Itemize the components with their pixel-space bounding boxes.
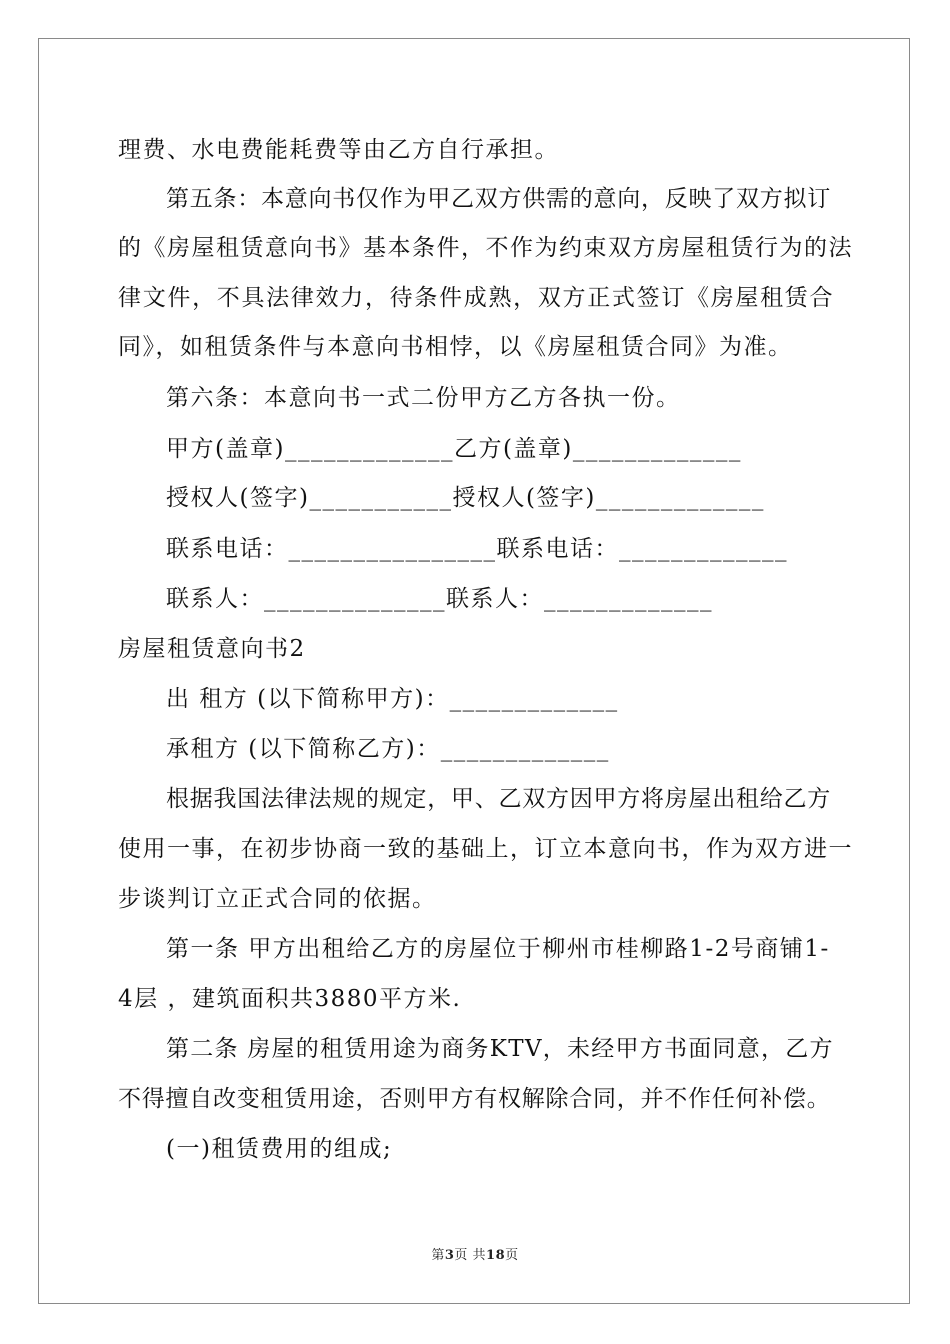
signature-seal-line: 甲方(盖章)_____________乙方(盖章)_____________ [166, 436, 742, 462]
signature-authorized-line: 授权人(签字)___________授权人(签字)_____________ [166, 485, 765, 511]
article-2-line: 第二条 房屋的租赁用途为商务KTV，未经甲方书面同意，乙方 [166, 1036, 834, 1062]
lessor-line: 出 租方 (以下简称甲方)：_____________ [166, 686, 619, 712]
signature-contact-line: 联系人：______________联系人：_____________ [166, 586, 713, 612]
page-footer [0, 1244, 950, 1263]
article-1-line: 第一条 甲方出租给乙方的房屋位于柳州市桂柳路1-2号商铺1- [166, 936, 830, 962]
preamble-line: 根据我国法律法规的规定，甲、乙双方因甲方将房屋出租给乙方 [166, 786, 831, 812]
signature-phone-line: 联系电话：________________联系电话：_____________ [166, 536, 788, 562]
paragraph-line: 理费、水电费能耗费等由乙方自行承担。 [118, 137, 559, 163]
paragraph-line: 的《房屋租赁意向书》基本条件，不作为约束双方房屋租赁行为的法 [118, 235, 853, 261]
paragraph-line: 步谈判订立正式合同的依据。 [118, 886, 437, 912]
lessee-line: 承租方 (以下简称乙方)：_____________ [166, 736, 610, 762]
footer-mid: 页 共 [454, 1248, 487, 1263]
page-border [38, 38, 910, 1304]
footer-total-pages: 18 [486, 1248, 506, 1263]
paragraph-line: 4层 ，建筑面积共3880平方米. [118, 986, 462, 1012]
footer-prefix: 第 [431, 1248, 445, 1263]
section-title: 房屋租赁意向书2 [118, 636, 306, 662]
footer-page-number: 3 [444, 1248, 455, 1263]
paragraph-line: 同》，如租赁条件与本意向书相悖，以《房屋租赁合同》为准。 [118, 334, 793, 360]
article-6-line: 第六条：本意向书一式二份甲方乙方各执一份。 [166, 385, 681, 411]
paragraph-line: 使用一事，在初步协商一致的基础上，订立本意向书，作为双方进一 [118, 836, 853, 862]
article-5-line: 第五条：本意向书仅作为甲乙双方供需的意向，反映了双方拟订 [166, 186, 831, 212]
paragraph-line: 律文件，不具法律效力，待条件成熟，双方正式签订《房屋租赁合 [118, 285, 834, 311]
subsection-line: (一)租赁费用的组成; [166, 1136, 393, 1162]
footer-suffix: 页 [505, 1248, 519, 1263]
paragraph-line: 不得擅自改变租赁用途，否则甲方有权解除合同，并不作任何补偿。 [118, 1086, 831, 1112]
